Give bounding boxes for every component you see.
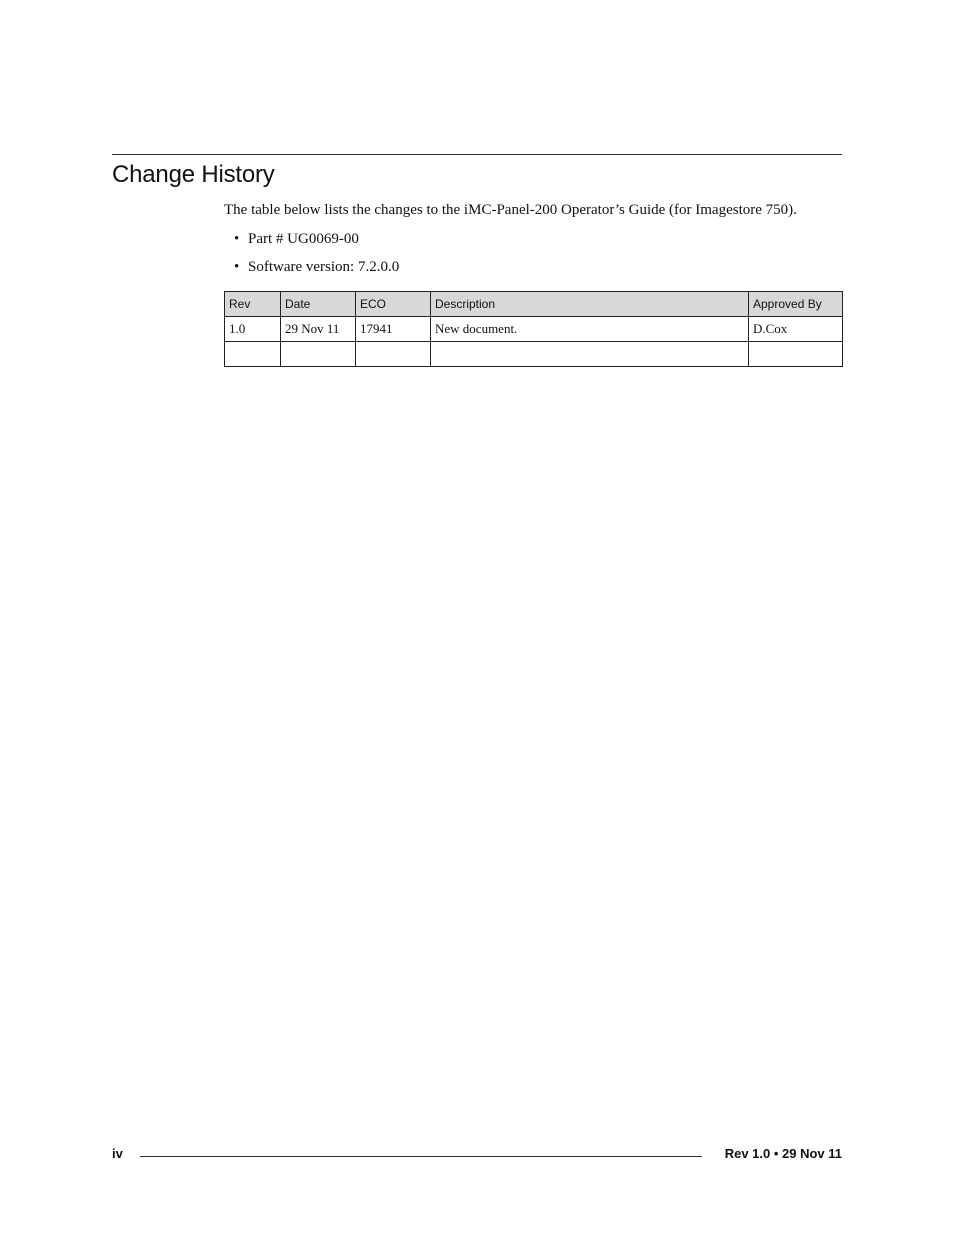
page-title: Change History xyxy=(112,161,275,188)
bullet-list xyxy=(234,230,399,286)
cell-description: New document. xyxy=(431,317,749,342)
cell-approved-by xyxy=(749,342,843,367)
column-header-description: Description xyxy=(431,292,749,317)
column-header-approved-by: Approved By xyxy=(749,292,843,317)
table-header-row xyxy=(225,292,843,317)
bullet-text: Software version: 7.2.0.0 xyxy=(248,259,400,275)
bullet-icon: • xyxy=(234,231,240,247)
cell-eco: 17941 xyxy=(356,317,431,342)
cell-rev xyxy=(225,342,281,367)
change-history-table xyxy=(224,291,843,367)
footer-page-number: iv xyxy=(112,1146,123,1161)
cell-date xyxy=(281,342,356,367)
bullet-icon: • xyxy=(234,259,240,275)
table-row xyxy=(225,317,843,342)
list-item xyxy=(234,230,399,258)
cell-rev: 1.0 xyxy=(225,317,281,342)
list-item xyxy=(234,258,399,286)
column-header-rev: Rev xyxy=(225,292,281,317)
column-header-date: Date xyxy=(281,292,356,317)
footer-rule xyxy=(140,1156,702,1157)
column-header-eco: ECO xyxy=(356,292,431,317)
intro-paragraph: The table below lists the changes to the iMC-Panel-200 Operator’s Guide (for Imagestore 750). xyxy=(224,202,797,218)
cell-date: 29 Nov 11 xyxy=(281,317,356,342)
cell-approved-by: D.Cox xyxy=(749,317,843,342)
table-row xyxy=(225,342,843,367)
bullet-text: Part # UG0069-00 xyxy=(248,231,359,247)
cell-eco xyxy=(356,342,431,367)
cell-description xyxy=(431,342,749,367)
footer-revision: Rev 1.0 • 29 Nov 11 xyxy=(724,1146,842,1161)
top-rule xyxy=(112,154,842,155)
